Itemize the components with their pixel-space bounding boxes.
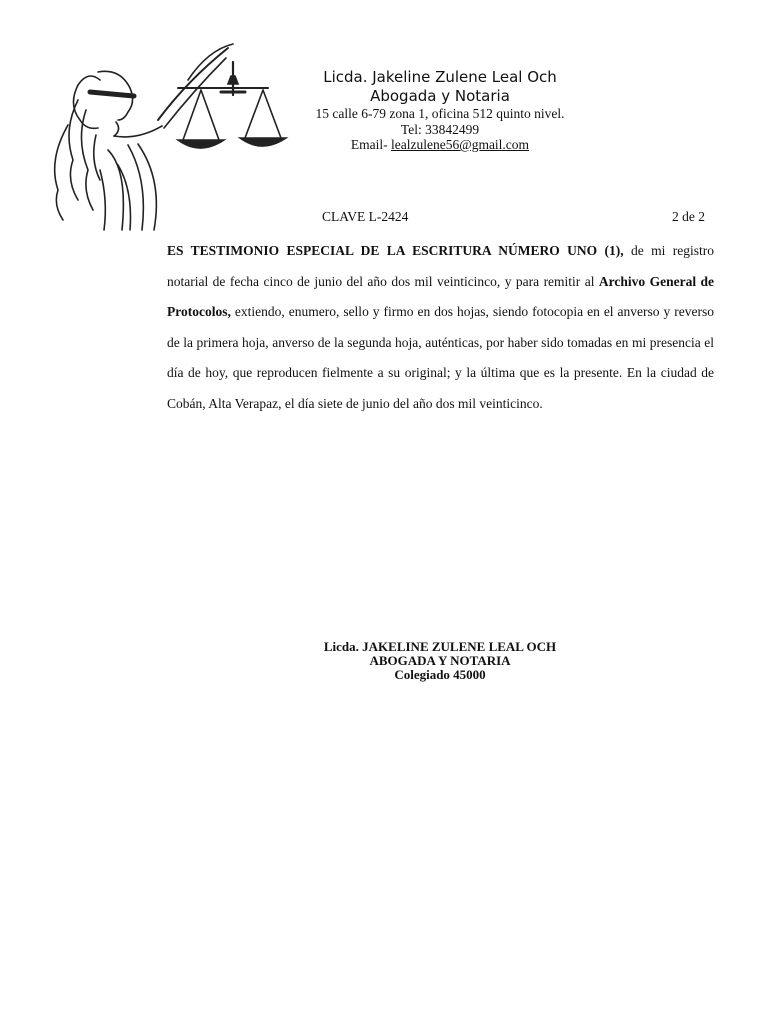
signature-colegiado: Colegiado 45000 [394,667,486,682]
signature-block [290,640,590,682]
signature-title: ABOGADA Y NOTARIA [369,653,511,668]
testimony-heading: ES TESTIMONIO ESPECIAL DE LA ESCRITURA NÚMERO UNO (1), [167,243,624,258]
lady-justice-icon [38,40,298,235]
lawyer-name: Licda. Jakeline Zulene Leal Och [323,68,557,86]
address: 15 calle 6-79 zona 1, oficina 512 quinto nivel. [315,106,565,121]
lawyer-title: Abogada y Notaria [370,87,510,105]
signature-name: Licda. JAKELINE ZULENE LEAL OCH [323,639,557,654]
archive-name: Archivo General de Protocolos, [167,273,714,319]
page-number: 2 de 2 [672,209,705,224]
email-line [270,137,610,153]
testimony-paragraph [167,236,714,419]
testimony-text-1: de mi registro notarial de fecha cinco de junio del año dos mil veinticinco, y para remitir al [167,243,714,289]
phone: Tel: 33842499 [400,121,480,137]
document-key: CLAVE L-2424 [322,209,409,224]
letterhead [270,68,610,153]
testimony-text-2: extiendo, enumero, sello y firmo en dos hojas, siendo fotocopia en el anverso y reverso de la primera hoja, anverso de la segunda hoja, auténticas, por haber sido tomadas en mi presencia el día de hoy, que reproducen fielmente a su original; y la última que es la presente. En la ciudad de Cobán, Alta Verapaz, el día siete de junio del año dos mil veinticinco. [167,304,714,411]
email-link[interactable]: lealzulene56@gmail.com [391,137,530,152]
email-label: Email- [350,137,392,152]
